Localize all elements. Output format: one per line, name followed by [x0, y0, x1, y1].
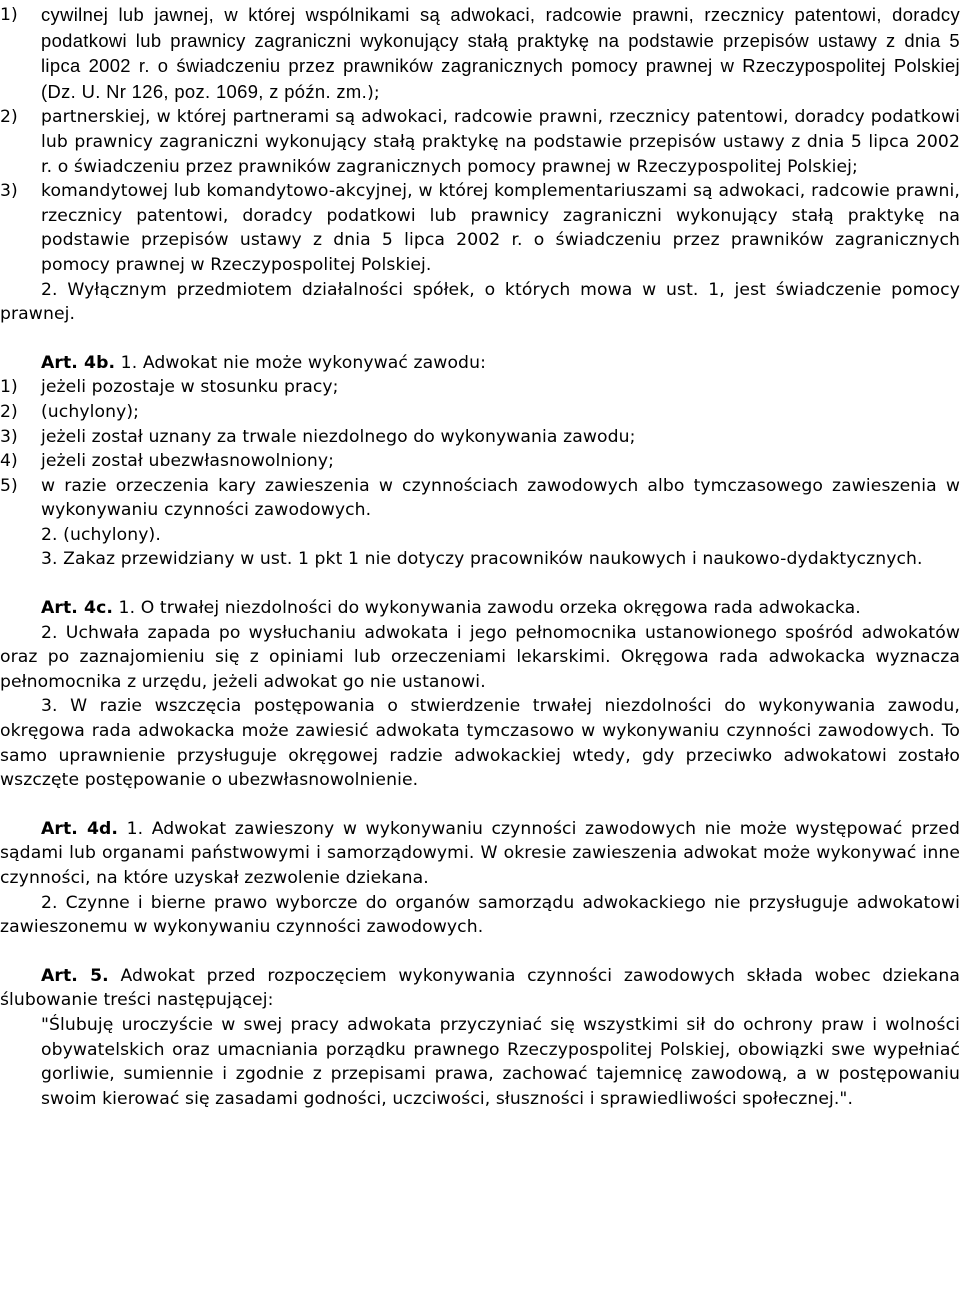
list-item: [0, 474, 960, 523]
list-item: [0, 449, 960, 474]
item-number: 1): [0, 5, 18, 25]
paragraph: 2. Czynne i bierne prawo wyborcze do organów samorządu adwokackiego nie przysługuje adwokatowi zawieszonemu w wykonywaniu czynności zawodowych.: [0, 892, 960, 938]
item-text: jeżeli został uznany za trwale niezdolnego do wykonywania zawodu;: [41, 426, 636, 447]
list-item: [0, 105, 960, 179]
paragraph: 3. Zakaz przewidziany w ust. 1 pkt 1 nie dotyczy pracowników naukowych i naukowo-dydaktycznych.: [41, 549, 923, 570]
item-number: 5): [0, 475, 18, 496]
item-text: partnerskiej, w której partnerami są adwokaci, radcowie prawni, rzecznicy patentowi, doradcy podatkowi lub prawnicy zagraniczni wykonujący stałą praktykę na podstawie przepisów ustawy z dnia 5 lipca 2002 r. o świadczeniu przez prawników zagranicznych pomocy prawnej w Rzeczypospolitej Polskiej;: [41, 107, 960, 177]
item-number: 3): [0, 181, 18, 202]
paragraph: 2. (uchylony).: [41, 524, 161, 545]
list-item: [0, 375, 960, 400]
article-lead: 1. Adwokat nie może wykonywać zawodu:: [115, 352, 486, 373]
item-text: komandytowej lub komandytowo-akcyjnej, w której komplementariuszami są adwokaci, radcowie prawni, rzecznicy patentowi, doradcy podatkowi lub prawnicy zagraniczni wykonujący stałą praktykę na podstawie przepisów ustawy z dnia 5 lipca 2002 r. o świadczeniu przez prawników zagranicznych pomocy prawnej w Rzeczypospolitej Polskiej.: [41, 181, 960, 275]
list-item: [0, 400, 960, 425]
item-text-tail: );: [367, 82, 380, 103]
article-lead: 1. Adwokat zawieszony w wykonywaniu czynności zawodowych nie może występować przed sądami lub organami państwowymi i samorządowymi. W okresie zawieszenia adwokat może wykonywać inne czynności, na które uzyskał zezwolenie dziekana.: [0, 818, 960, 888]
item-number: 2): [0, 107, 18, 128]
item-text: jeżeli pozostaje w stosunku pracy;: [41, 377, 339, 398]
article-4d-heading: [0, 817, 960, 891]
article-label: Art. 4b.: [41, 352, 116, 373]
paragraph: 2. Uchwała zapada po wysłuchaniu adwokata i jego pełnomocnika ustanowionego spośród adwokatów oraz po zaznajomieniu się z opiniami lub orzeczeniami lekarskimi. Okręgowa rada adwokacka wyznacza pełnomocnika z urzędu, jeżeli adwokat go nie ustanowi.: [0, 622, 960, 692]
paragraph: 2. Wyłącznym przedmiotem działalności spółek, o których mowa w ust. 1, jest świadczenie pomocy prawnej.: [0, 279, 960, 325]
list-item: [0, 3, 960, 105]
article-label: Art. 4c.: [41, 598, 113, 619]
paragraph: 3. W razie wszczęcia postępowania o stwierdzenie trwałej niezdolności do wykonywania zawodu, okręgowa rada adwokacka może zawiesić adwokata tymczasowo w wykonywaniu czynności zawodowych. To samo uprawnienie przysługuje okręgowej radzie adwokackiej wtedy, gdy przeciwko adwokatowi zostało wszczęte postępowanie o ubezwłasnowolnienie.: [0, 696, 960, 791]
article-5-heading: [0, 964, 960, 1013]
article-lead: Adwokat przed rozpoczęciem wykonywania czynności zawodowych składa wobec dziekana ślubowanie treści następującej:: [0, 965, 960, 1011]
article-4b-heading: [0, 351, 960, 376]
list-item: [0, 425, 960, 450]
article-lead: 1. O trwałej niezdolności do wykonywania zawodu orzeka okręgowa rada adwokacka.: [112, 598, 861, 619]
article-4c-heading: [0, 596, 960, 621]
oath-quote: "Ślubuję uroczyście w swej pracy adwokata przyczyniać się wszystkimi sił do ochrony praw i wolności obywatelskich oraz umacniania porządku prawnego Rzeczypospolitej Polskiej, obowiązki swe wypełniać gorliwie, sumiennie i zgodnie z przepisami prawa, zachować tajemnicę zawodową, a w postępowaniu swoim kierować się zasadami godności, uczciwości, słuszności i sprawiedliwości społecznej.".: [41, 1014, 960, 1109]
item-text: cywilnej lub jawnej, w której wspólnikami są adwokaci, radcowie prawni, rzecznicy patentowi, doradcy podatkowi lub prawnicy zagraniczni wykonujący stałą praktykę na podstawie przepisów ustawy z dnia 5 lipca 2002 r. o świadczeniu przez prawników zagranicznych pomocy prawnej w Rzeczypospolitej Polskiej (Dz. U. Nr 126, poz. 1069, z późn. zm.: [41, 4, 960, 102]
item-number: 4): [0, 451, 18, 472]
item-number: 3): [0, 426, 18, 447]
article-label: Art. 5.: [41, 965, 109, 986]
item-text: jeżeli został ubezwłasnowolniony;: [41, 451, 334, 472]
item-text: w razie orzeczenia kary zawieszenia w czynnościach zawodowych albo tymczasowego zawieszenia w wykonywaniu czynności zawodowych.: [41, 475, 960, 521]
article-label: Art. 4d.: [41, 818, 119, 839]
list-item: [0, 179, 960, 277]
item-text: (uchylony);: [41, 401, 140, 422]
item-number: 2): [0, 401, 18, 422]
item-number: 1): [0, 377, 18, 398]
